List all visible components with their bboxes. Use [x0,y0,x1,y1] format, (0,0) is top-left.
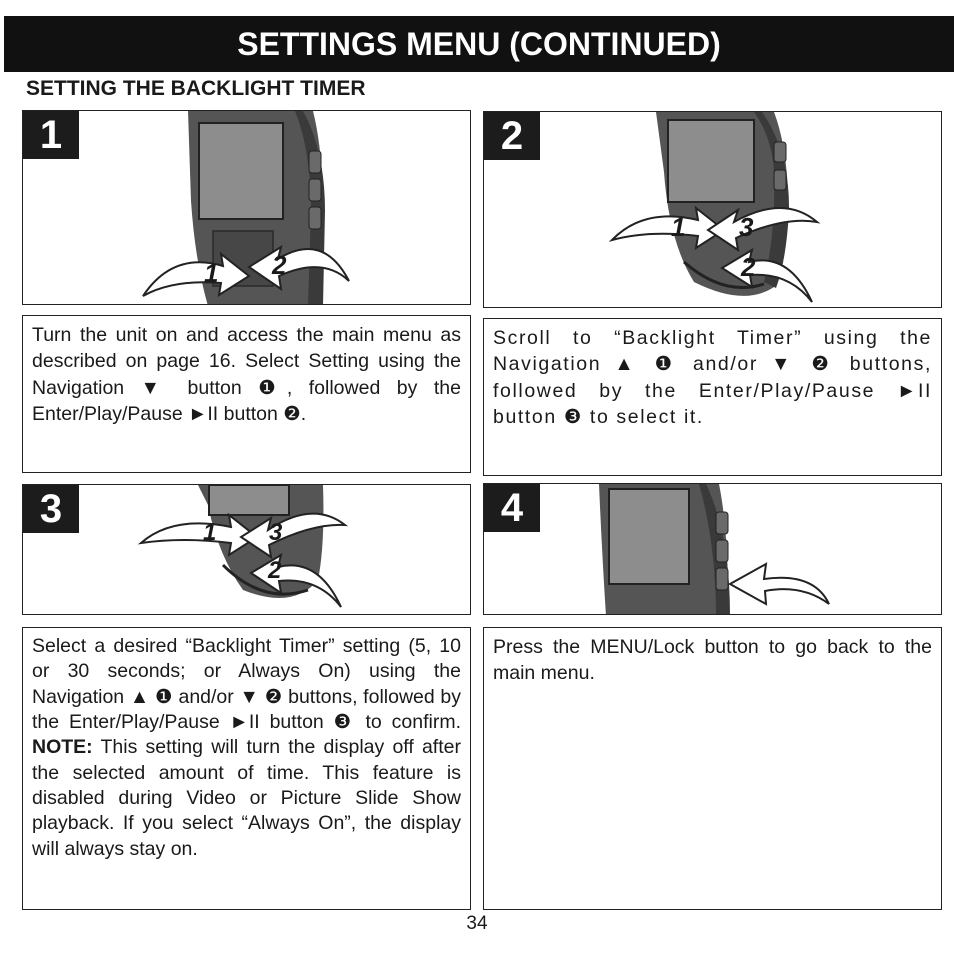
step-number-badge: 1 [23,111,79,159]
step-4-illustration [483,483,942,615]
callout-1: 1 [203,519,217,546]
section-title: SETTING THE BACKLIGHT TIMER [26,77,366,100]
step-2-illustration [483,111,942,308]
callout-1: 1 [671,212,686,242]
step-3-text: Select a desired “Backlight Timer” setting (5, 10 or 30 seconds; or Always On) using the Navigation ▲ ❶ and/or ▼ ❷ buttons, followed by the Enter/Play/Pause ►II button ❸ to confirm. [32,635,461,734]
step-number-badge: 3 [23,485,79,533]
page-number: 34 [466,913,488,934]
step-4-instructions [483,627,942,910]
step-1-instructions [22,315,471,473]
page-title-banner [4,16,954,72]
player-illustration [484,112,942,308]
step-3-note-text: This setting will turn the display off after the selected amount of time. This feature is disabled during Video or Picture Slide Show playback. If you select “Always On”, the display will always stay on. [32,736,461,860]
step-number-badge: 2 [484,112,540,160]
step-1-text: Turn the unit on and access the main menu as described on page 16. Select Setting using the Navigation ▼ button ❶, followed by the Enter/Play/Pause ►II button ❷. [32,324,461,425]
page-title: SETTINGS MENU (CONTINUED) [237,25,721,62]
note-label: NOTE: [32,736,93,759]
player-illustration [23,111,471,305]
step-1-illustration [22,110,471,305]
step-3-illustration [22,484,471,615]
callout-3: 3 [269,519,283,546]
callout-2: 2 [741,252,756,282]
player-illustration [484,484,942,615]
callout-2: 2 [272,250,287,280]
player-illustration [23,485,471,615]
callout-3: 3 [739,212,754,242]
step-number-badge: 4 [484,484,540,532]
step-2-instructions [483,318,942,476]
callout-2: 2 [268,557,282,584]
callout-1: 1 [204,258,219,288]
step-3-instructions [22,627,471,910]
step-4-text: Press the MENU/Lock button to go back to the main menu. [493,636,932,685]
step-2-text: Scroll to “Backlight Timer” using the Navigation ▲ ❶ and/or ▼ ❷ buttons, followed by the Enter/Play/Pause ►II button ❸ to select it. [493,327,932,428]
